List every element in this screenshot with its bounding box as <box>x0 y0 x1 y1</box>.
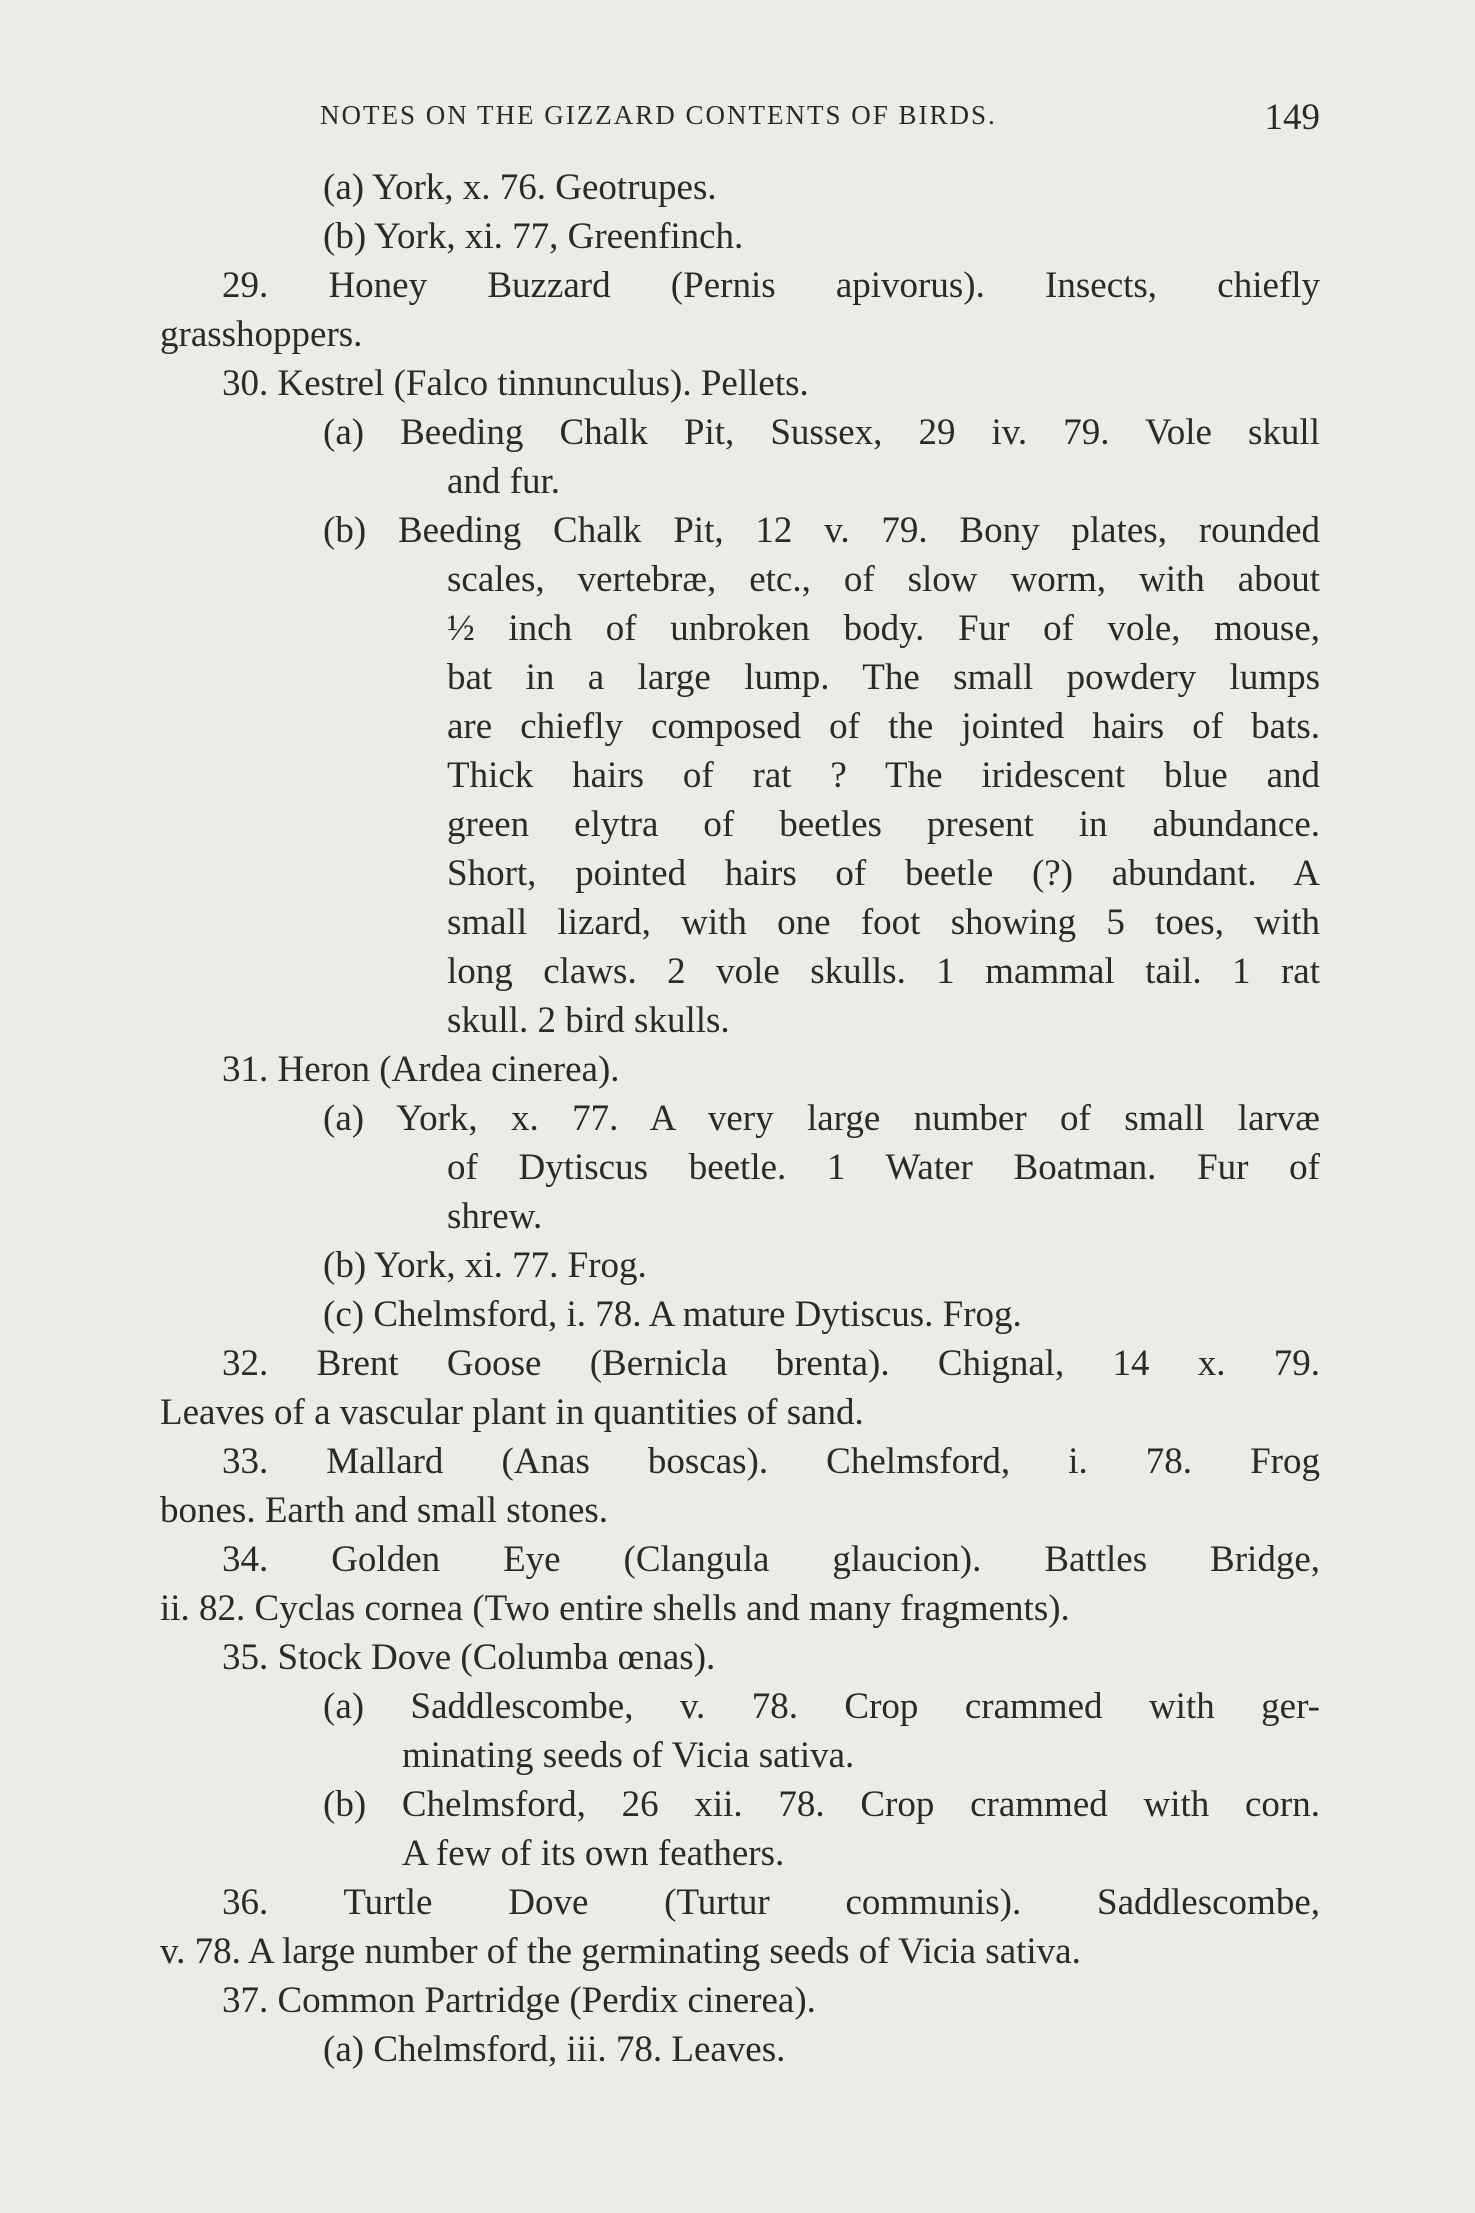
text-line: (a) York, x. 76. Geotrupes. <box>323 167 717 208</box>
text-line: 35. Stock Dove (Columba œnas). <box>222 1637 716 1678</box>
text-line: and fur. <box>447 461 561 502</box>
text-line: (a) Chelmsford, iii. 78. Leaves. <box>323 2029 786 2070</box>
text-line: (b) York, xi. 77, Greenfinch. <box>323 216 744 257</box>
text-line: scales, vertebræ, etc., of slow worm, with about <box>447 559 1320 600</box>
text-line: 29. Honey Buzzard (Pernis apivorus). Insects, chiefly <box>222 265 1320 306</box>
text-line: 36. Turtle Dove (Turtur communis). Saddlescombe, <box>222 1882 1320 1923</box>
text-line: (c) Chelmsford, i. 78. A mature Dytiscus. Frog. <box>323 1294 1022 1335</box>
text-line: (b) York, xi. 77. Frog. <box>323 1245 647 1286</box>
text-line: are chiefly composed of the jointed hairs of bats. <box>447 706 1320 747</box>
text-line: (b) Beeding Chalk Pit, 12 v. 79. Bony plates, rounded <box>323 510 1320 551</box>
text-line: 34. Golden Eye (Clangula glaucion). Battles Bridge, <box>222 1539 1320 1580</box>
text-line: skull. 2 bird skulls. <box>447 1000 730 1041</box>
text-line: (a) Saddlescombe, v. 78. Crop crammed with ger- <box>323 1686 1320 1727</box>
text-line: small lizard, with one foot showing 5 toes, with <box>447 902 1320 943</box>
text-line: v. 78. A large number of the germinating seeds of Vicia sativa. <box>160 1931 1081 1972</box>
text-line: ii. 82. Cyclas cornea (Two entire shells and many fragments). <box>160 1588 1070 1629</box>
text-line: bones. Earth and small stones. <box>160 1490 609 1531</box>
text-line: Short, pointed hairs of beetle (?) abundant. A <box>447 853 1320 894</box>
text-line: A few of its own feathers. <box>402 1833 785 1874</box>
text-line: (a) Beeding Chalk Pit, Sussex, 29 iv. 79. Vole skull <box>323 412 1320 453</box>
text-line: Leaves of a vascular plant in quantities of sand. <box>160 1392 864 1433</box>
text-line: ½ inch of unbroken body. Fur of vole, mouse, <box>447 608 1320 649</box>
body-text <box>160 163 1320 2074</box>
text-line: shrew. <box>447 1196 543 1237</box>
text-line: 31. Heron (Ardea cinerea). <box>222 1049 620 1090</box>
text-line: 30. Kestrel (Falco tinnunculus). Pellets. <box>222 363 809 404</box>
text-line: Thick hairs of rat ? The iridescent blue and <box>447 755 1320 796</box>
text-line: 32. Brent Goose (Bernicla brenta). Chignal, 14 x. 79. <box>222 1343 1320 1384</box>
text-line: minating seeds of Vicia sativa. <box>402 1735 855 1776</box>
text-line: (b) Chelmsford, 26 xii. 78. Crop crammed with corn. <box>323 1784 1320 1825</box>
text-line: (a) York, x. 77. A very large number of small larvæ <box>323 1098 1320 1139</box>
page-header <box>160 96 1320 146</box>
text-line: 37. Common Partridge (Perdix cinerea). <box>222 1980 816 2021</box>
text-line: bat in a large lump. The small powdery lumps <box>447 657 1320 698</box>
text-line: long claws. 2 vole skulls. 1 mammal tail. 1 rat <box>447 951 1320 992</box>
text-line: green elytra of beetles present in abundance. <box>447 804 1320 845</box>
text-line: grasshoppers. <box>160 314 363 355</box>
page-number: 149 <box>1264 97 1320 138</box>
text-line: of Dytiscus beetle. 1 Water Boatman. Fur of <box>447 1147 1320 1188</box>
text-line: 33. Mallard (Anas boscas). Chelmsford, i. 78. Frog <box>222 1441 1320 1482</box>
running-title: NOTES ON THE GIZZARD CONTENTS OF BIRDS. <box>320 100 997 130</box>
